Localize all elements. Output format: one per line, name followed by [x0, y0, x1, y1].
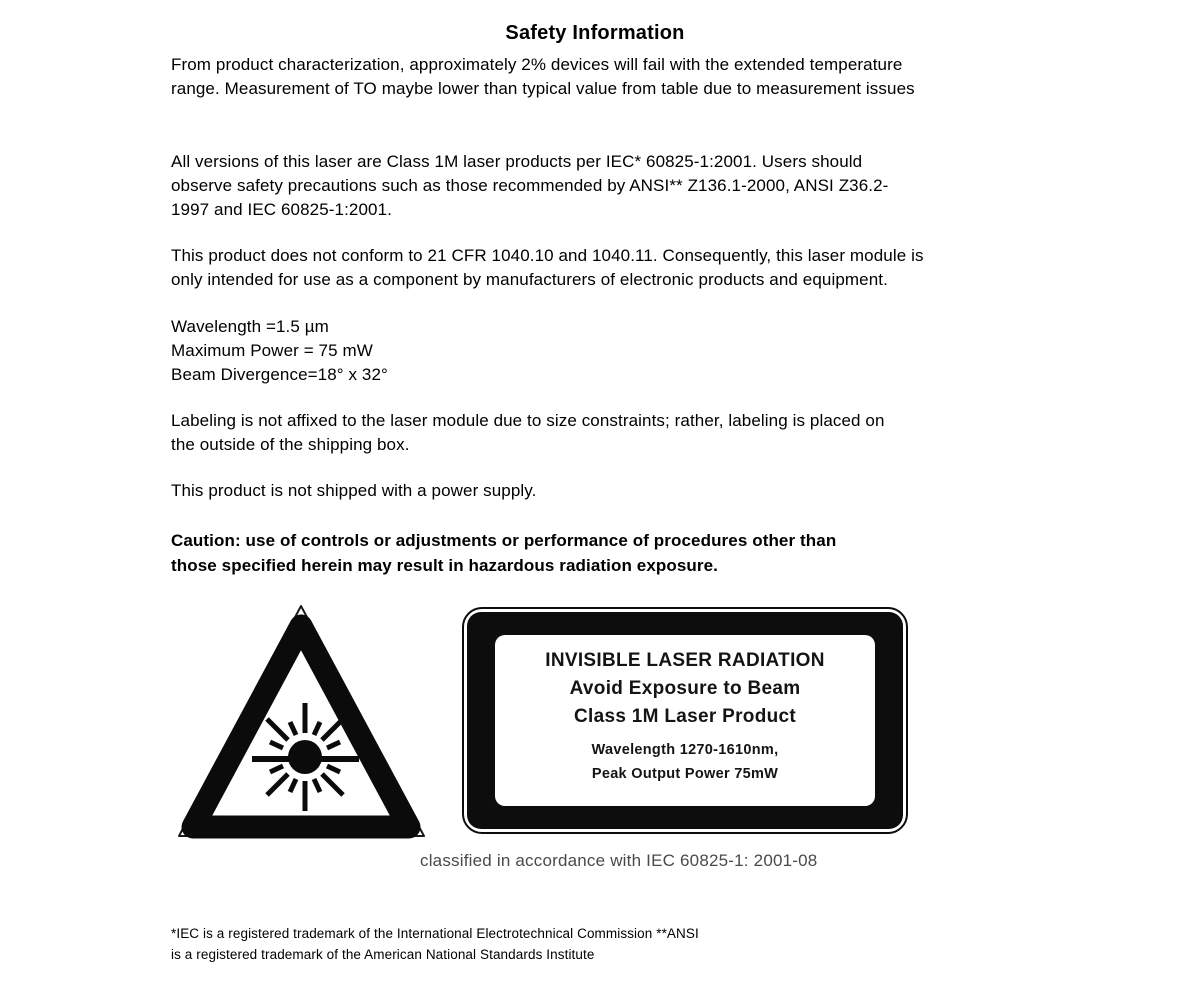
paragraph-line: Labeling is not affixed to the laser module due to size constraints; rather, labeling is placed on: [171, 411, 885, 430]
paragraph-cfr-conformance: [171, 244, 1019, 292]
paragraph-line: the outside of the shipping box.: [171, 435, 410, 454]
paragraph-line: observe safety precautions such as those recommended by ANSI** Z136.1-2000, ANSI Z36.2-: [171, 176, 889, 195]
spec-wavelength: Wavelength =1.5 µm: [171, 317, 329, 336]
spec-beam-divergence: Beam Divergence=18° x 32°: [171, 365, 388, 384]
label-line-avoid-exposure: Avoid Exposure to Beam: [569, 678, 801, 699]
paragraph-line: Caution: use of controls or adjustments or performance of procedures other than: [171, 531, 837, 550]
label-line-radiation: INVISIBLE LASER RADIATION: [545, 650, 825, 671]
paragraph-line: 1997 and IEC 60825-1:2001.: [171, 200, 392, 219]
laser-warning-triangle-icon: [175, 602, 428, 844]
label-line-wavelength: Wavelength 1270-1610nm,: [591, 742, 779, 758]
page-title: Safety Information: [505, 22, 685, 44]
paragraph-line: This product does not conform to 21 CFR 1040.10 and 1040.11. Consequently, this laser module is: [171, 246, 924, 265]
safety-labels-row: [171, 602, 1019, 844]
document-content: [171, 20, 1019, 965]
paragraph-line: All versions of this laser are Class 1M laser products per IEC* 60825-1:2001. Users should: [171, 152, 863, 171]
paragraph-caution: [171, 528, 1019, 578]
paragraph-characterization: [171, 53, 1019, 101]
paragraph-line: From product characterization, approximately 2% devices will fail with the extended temperature: [171, 55, 903, 74]
paragraph-class-1m: [171, 150, 1019, 222]
footnote-line: is a registered trademark of the American National Standards Institute: [171, 947, 595, 962]
spec-max-power: Maximum Power = 75 mW: [171, 341, 373, 360]
paragraph-line: range. Measurement of TO maybe lower than typical value from table due to measurement issues: [171, 79, 915, 98]
label-small-group: [497, 738, 873, 786]
paragraph-line: only intended for use as a component by manufacturers of electronic products and equipment.: [171, 270, 888, 289]
footnote-line: *IEC is a registered trademark of the International Electrotechnical Commission **ANSI: [171, 926, 699, 941]
paragraph-line: those specified herein may result in hazardous radiation exposure.: [171, 556, 718, 575]
laser-radiation-label: [462, 607, 908, 834]
safety-labels-figure: [171, 602, 1019, 871]
label-black-border: [467, 612, 903, 829]
label-line-class-1m: Class 1M Laser Product: [573, 706, 796, 727]
label-classification-caption: classified in accordance with IEC 60825-1: 2001-08: [420, 851, 818, 870]
paragraph-power-supply: [171, 479, 1019, 503]
laser-specs-list: [171, 315, 1019, 387]
paragraph-labeling: [171, 409, 1019, 457]
trademark-footnote: [171, 923, 1019, 965]
paragraph-line: This product is not shipped with a power supply.: [171, 481, 537, 500]
label-line-peak-power: Peak Output Power 75mW: [591, 766, 779, 782]
label-text-panel: [495, 635, 875, 806]
